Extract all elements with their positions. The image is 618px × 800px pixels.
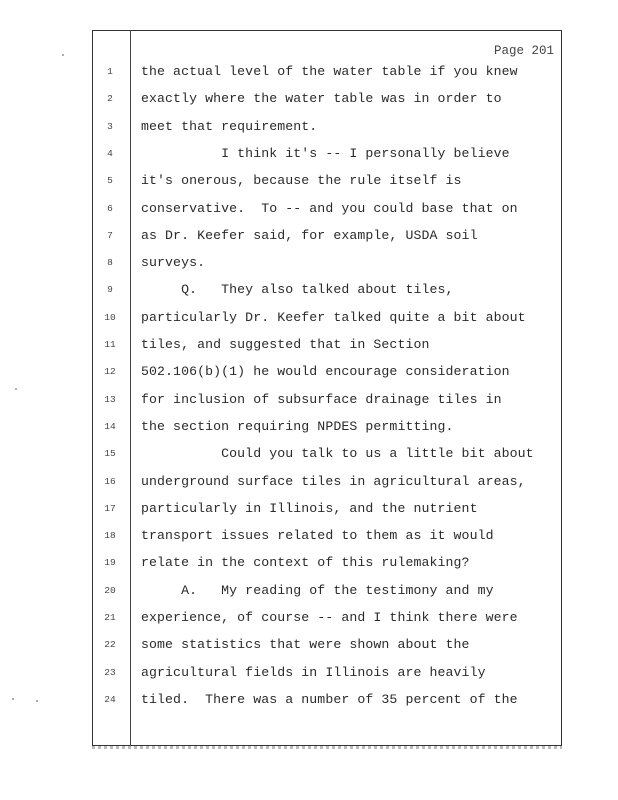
line-number: 7 (107, 229, 113, 241)
line-number: 8 (107, 257, 113, 269)
transcript-line (0, 119, 618, 139)
line-number: 9 (107, 284, 113, 296)
line-text: particularly in Illinois, and the nutrient (141, 500, 478, 516)
transcript-line (0, 392, 618, 412)
scan-speck (62, 54, 64, 56)
transcript-line (0, 146, 618, 166)
transcript-line (0, 201, 618, 221)
line-text: as Dr. Keefer said, for example, USDA soil (141, 227, 478, 243)
transcript-line (0, 310, 618, 330)
scan-speck (15, 388, 17, 390)
transcript-line (0, 91, 618, 111)
line-text: it's onerous, because the rule itself is (141, 173, 462, 189)
line-number: 20 (104, 584, 116, 596)
page-number: Page 201 (493, 44, 554, 58)
line-number: 16 (104, 475, 116, 487)
line-number: 11 (104, 339, 116, 350)
line-text: 502.106(b)(1) he would encourage consideration (141, 364, 510, 380)
scan-speck (12, 698, 14, 700)
line-text: transport issues related to them as it would (141, 528, 494, 544)
line-text: exactly where the water table was in order to (141, 91, 502, 107)
line-text: for inclusion of subsurface drainage tiles in (141, 391, 502, 407)
line-number: 21 (104, 612, 116, 623)
scan-speck (36, 700, 38, 702)
line-text: surveys. (141, 255, 206, 271)
line-text: tiled. There was a number of 35 percent of the (141, 691, 518, 707)
line-number: 15 (104, 448, 116, 460)
transcript-line (0, 474, 618, 494)
line-number: 18 (104, 530, 116, 542)
line-number: 14 (104, 420, 116, 432)
line-number: 24 (104, 693, 116, 705)
line-number: 1 (107, 66, 113, 77)
line-text: underground surface tiles in agricultural areas, (141, 473, 526, 489)
line-text: particularly Dr. Keefer talked quite a bit about (141, 309, 526, 325)
line-number: 4 (107, 147, 113, 159)
line-text: Q. They also talked about tiles, (141, 282, 454, 298)
line-text: relate in the context of this rulemaking? (141, 555, 470, 571)
transcript-line (0, 228, 618, 248)
transcript-line (0, 419, 618, 439)
line-text: the section requiring NPDES permitting. (141, 418, 454, 434)
transcript-line (0, 665, 618, 685)
line-number: 10 (104, 311, 116, 323)
transcript-line (0, 528, 618, 548)
transcript-line (0, 173, 618, 193)
transcript-line (0, 555, 618, 575)
line-number: 19 (104, 557, 116, 569)
transcript-line (0, 282, 618, 302)
line-number: 13 (104, 393, 116, 405)
line-number: 6 (107, 202, 113, 214)
line-number: 12 (104, 366, 116, 378)
transcript-line (0, 637, 618, 657)
transcript-line (0, 255, 618, 275)
transcript-line (0, 364, 618, 384)
line-number: 17 (104, 502, 116, 514)
line-text: experience, of course -- and I think there were (141, 610, 518, 625)
transcript-line (0, 583, 618, 603)
line-text: conservative. To -- and you could base that on (141, 200, 518, 216)
line-number: 2 (107, 93, 113, 105)
line-text: Could you talk to us a little bit about (141, 446, 534, 462)
line-text: I think it's -- I personally believe (141, 145, 510, 161)
transcript-line (0, 610, 618, 630)
line-number: 23 (104, 666, 116, 678)
line-text: the actual level of the water table if you knew (141, 64, 518, 79)
line-text: meet that requirement. (141, 118, 318, 134)
transcript-line (0, 501, 618, 521)
line-text: agricultural fields in Illinois are heavily (141, 664, 486, 680)
transcript-line (0, 337, 618, 357)
transcript-line (0, 692, 618, 712)
transcript-line (0, 64, 618, 84)
line-number: 3 (107, 120, 113, 132)
line-number: 5 (107, 175, 113, 187)
scan-artifact-edge (92, 746, 562, 749)
transcript-line (0, 446, 618, 466)
line-text: some statistics that were shown about the (141, 637, 470, 653)
line-text: tiles, and suggested that in Section (141, 337, 430, 352)
line-number: 22 (104, 639, 116, 651)
line-text: A. My reading of the testimony and my (141, 582, 494, 598)
